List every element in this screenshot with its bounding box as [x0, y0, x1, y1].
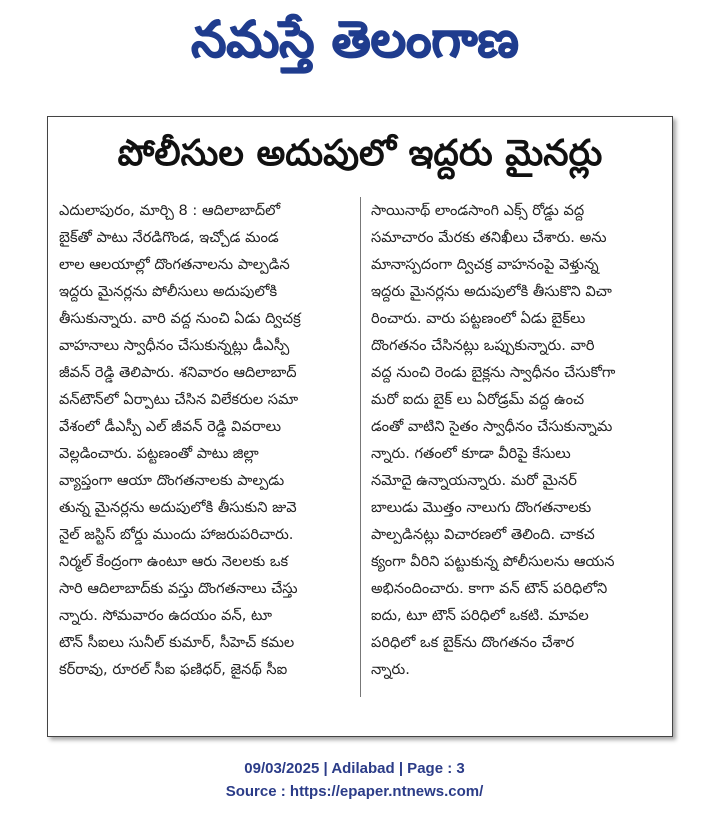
newspaper-masthead: నమస్తే తెలంగాణ [190, 10, 519, 68]
article-line: వాహనాలు స్వాధీనం చేసుకున్నట్లు డీఎస్పీ [59, 337, 290, 354]
article-line: అభినందించారు. కాగా వన్ టౌన్ పరిధిలోని [371, 580, 608, 597]
article-line: మానాస్పదంగా ద్విచక్ర వాహనంపై వెళ్తున్న [371, 256, 599, 273]
article-line: రించారు. వారు పట్టణంలో ఏడు బైక్‌లు [371, 310, 586, 327]
column-divider [360, 197, 361, 697]
article-line: తున్న మైనర్లను అదుపులోకి తీసుకుని జువె [59, 499, 297, 516]
article-line: సమాచారం మేరకు తనిఖీలు చేశారు. అను [371, 229, 607, 246]
article-line: ఐదు, టూ టౌన్ పరిధిలో ఒకటి. మావల [371, 607, 589, 624]
article-line: పాల్పడినట్లు విచారణలో తెలింది. చాకచ [371, 526, 595, 543]
article-line: బైక్‌తో పాటు నేరడిగొండ, ఇచ్చోడ మండ [59, 229, 279, 246]
article-line: వద్ద నుంచి రెండు బైక్లను స్వాధీనం చేసుకోగా [371, 364, 616, 381]
article-line: న్నారు. గతంలో కూడా వీరిపై కేసులు [371, 445, 571, 462]
article-line: సారి ఆదిలాబాద్‌కు వస్తు దొంగతనాలు చేస్తు [59, 580, 298, 597]
article-clipping [47, 116, 673, 737]
article-line: న్నారు. సోమవారం ఉదయం వన్, టూ [59, 607, 272, 624]
article-line: న్నారు. [371, 661, 410, 678]
article-line: నమోదై ఉన్నాయన్నారు. మరో మైనర్ [371, 472, 577, 489]
article-line: ఇద్దరు మైనర్లను అదుపులోకి తీసుకొని విచా [371, 283, 612, 300]
article-line: జీవన్ రెడ్డి తెలిపారు. శనివారం ఆదిలాబాద్ [59, 364, 297, 381]
article-line: వ్యాప్తంగా ఆయా దొంగతనాలకు పాల్పడు [59, 472, 285, 489]
article-line: లాల ఆలయాల్లో దొంగతనాలను పాల్పడిన [59, 256, 290, 273]
article-column-left [59, 197, 349, 727]
article-line: ఇద్దరు మైనర్లను పోలీసులు అదుపులోకి [59, 283, 278, 300]
article-line: మరో ఐదు బైక్ లు ఏరోడ్రమ్ వద్ద ఉంచ [371, 391, 585, 408]
article-line: డంతో వాటిని సైతం స్వాధీనం చేసుకున్నామ [371, 418, 613, 435]
article-headline: పోలీసుల అదుపులో ఇద్దరు మైనర్లు [117, 133, 603, 174]
article-line: సాయినాథ్ లాండసాంగి ఎక్స్ రోడ్డు వద్ద [371, 202, 585, 219]
article-line: ఎదులాపురం, మార్చి 8 : ఆదిలాబాద్‌లో [59, 202, 281, 219]
article-column-right [371, 197, 661, 727]
article-line: నైల్ జస్టిస్ బోర్డు ముందు హాజరుపరిచారు. [59, 526, 294, 543]
footer-source: Source : https://epaper.ntnews.com/ [225, 783, 484, 800]
article-line: క్యంగా వీరిని పట్టుకున్న పోలీసులను ఆయన [371, 553, 615, 570]
footer-dateline: 09/03/2025 | Adilabad | Page : 3 [244, 760, 465, 777]
article-line: తీసుకున్నారు. వారి వద్ద నుంచి ఏడు ద్విచక్ర [59, 310, 301, 327]
article-line: కర్‌రావు, రూరల్ సీఐ ఫణిధర్, జైనథ్ సీఐ [59, 661, 288, 678]
article-line: నిర్మల్ కేంద్రంగా ఉంటూ ఆరు నెలలకు ఒక [59, 553, 289, 570]
article-line: దొంగతనం చేసినట్లు ఒప్పుకున్నారు. వారి [371, 337, 595, 354]
article-line: వన్‌టౌన్‌లో ఏర్పాటు చేసిన విలేకరుల సమా [59, 391, 299, 408]
article-line: వేశంలో డీఎస్పీ ఎల్ జీవన్ రెడ్డి వివరాలు [59, 418, 282, 435]
article-line: టౌన్ సీఐలు సునీల్ కుమార్, సీహెచ్ కమల [59, 634, 295, 651]
article-body [59, 197, 661, 727]
article-line: వెల్లడించారు. పట్టణంతో పాటు జిల్లా [59, 445, 259, 462]
article-line: బాలుడు మొత్తం నాలుగు దొంగతనాలకు [371, 499, 592, 516]
article-line: పరిధిలో ఒక బైక్‌ను దొంగతనం చేశార [371, 634, 575, 651]
